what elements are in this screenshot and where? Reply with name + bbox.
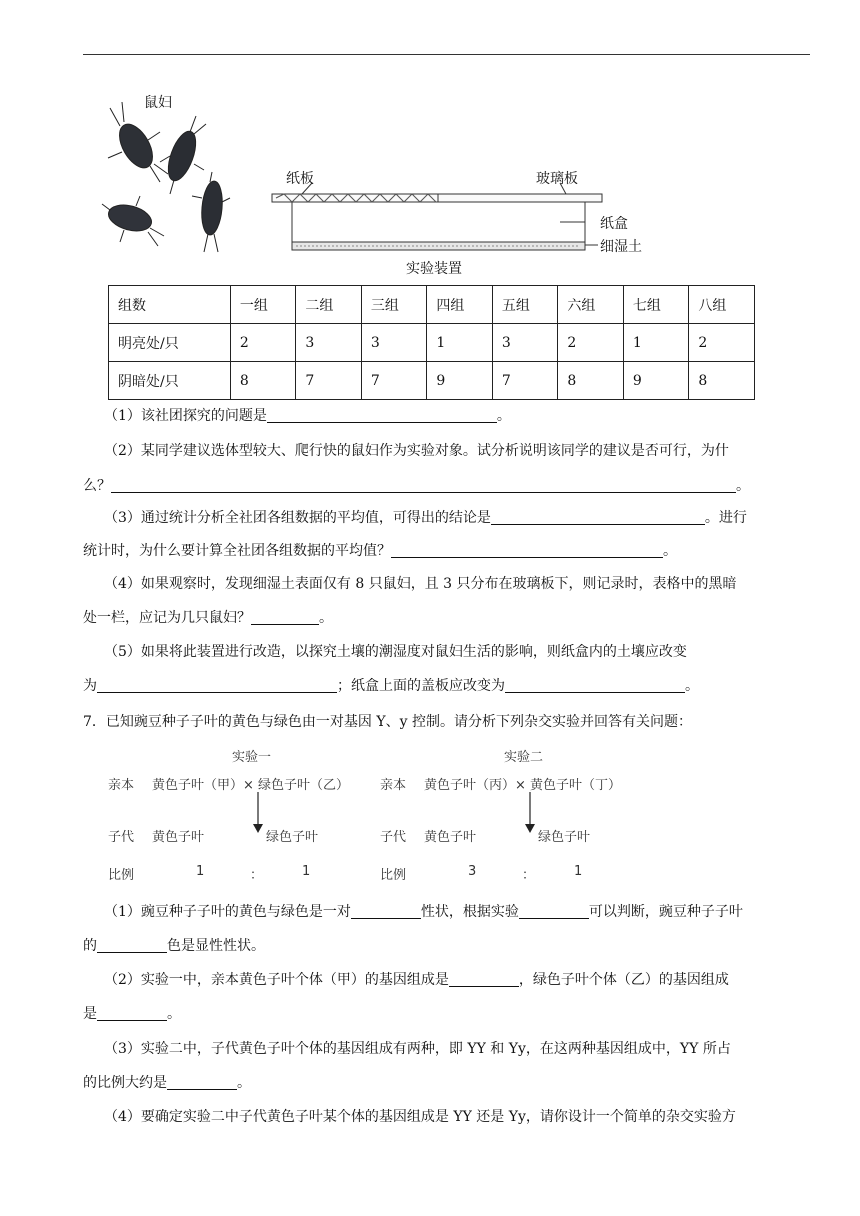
exp2-ratio-a: 3 <box>468 864 477 879</box>
exp2-ratio-b: 1 <box>574 864 583 879</box>
exp1-ratio-label: 比例 <box>108 868 135 883</box>
exp1-ratio-colon: ： <box>250 868 264 883</box>
exp2-yellow: 黄色子叶 <box>424 830 477 845</box>
table-cell: 7 <box>296 362 362 400</box>
exp1-ratio-a: 1 <box>196 864 205 879</box>
exp1-parent-label: 亲本 <box>108 778 135 793</box>
answer-blank[interactable] <box>267 408 497 423</box>
q6-part1: （1）该社团探究的问题是 。 <box>104 408 511 424</box>
table-cell: 3 <box>361 324 427 362</box>
exp1-title: 实验一 <box>232 750 272 765</box>
exp1-arrow-icon <box>252 792 264 834</box>
q7-part1-line2: 的 色是显性性状。 <box>83 938 265 954</box>
table-cell: 8 <box>558 362 624 400</box>
q7-part1-line1: （1）豌豆种子子叶的黄色与绿色是一对 性状，根据实验 可以判断，豌豆种子子叶 <box>104 904 743 920</box>
answer-blank[interactable] <box>519 904 589 919</box>
table-cell: 三组 <box>361 286 427 324</box>
table-cell: 7 <box>492 362 558 400</box>
table-row <box>109 324 755 362</box>
answer-blank[interactable] <box>111 478 736 493</box>
table-cell: 五组 <box>492 286 558 324</box>
answer-blank[interactable] <box>97 678 337 693</box>
q7-part2-line1: （2）实验一中，亲本黄色子叶个体（甲）的基因组成是 ，绿色子叶个体（乙）的基因组成 <box>104 972 729 988</box>
q6-part3-line1: （3）通过统计分析全社团各组数据的平均值，可得出的结论是 。进行 <box>104 510 747 526</box>
table-cell: 六组 <box>558 286 624 324</box>
q6-part3-line2: 统计时，为什么要计算全社团各组数据的平均值？ 。 <box>83 543 677 559</box>
answer-blank[interactable] <box>351 904 421 919</box>
exp1-yellow: 黄色子叶 <box>152 830 205 845</box>
exp2-ratio-label: 比例 <box>380 868 407 883</box>
pillbug-4 <box>192 172 230 252</box>
q6-part2-line1: （2）某同学建议选体型较大、爬行快的鼠妇作为实验对象。试分析说明该同学的建议是否可行，为什 <box>104 443 729 459</box>
cardboard-label: 纸板 <box>286 171 314 187</box>
exp2-parent-label: 亲本 <box>380 778 407 793</box>
pillbug-label: 鼠妇 <box>144 95 172 111</box>
table-header-row <box>109 286 755 324</box>
table-cell: 八组 <box>689 286 755 324</box>
table-cell: 3 <box>492 324 558 362</box>
table-cell: 8 <box>689 362 755 400</box>
exp2-arrow-icon <box>524 792 536 834</box>
table-cell: 9 <box>623 362 689 400</box>
table-cell: 2 <box>230 324 296 362</box>
answer-blank[interactable] <box>97 938 167 953</box>
pillbug-2 <box>160 116 206 194</box>
answer-blank[interactable] <box>251 610 319 625</box>
answer-blank[interactable] <box>505 678 685 693</box>
table-cell: 明亮处/只 <box>109 324 231 362</box>
table-cell: 3 <box>296 324 362 362</box>
table-cell: 一组 <box>230 286 296 324</box>
exp2-offspring-label: 子代 <box>380 830 407 845</box>
cross-experiment-figure <box>100 740 660 890</box>
q6-part4-line1: （4）如果观察时，发现细湿土表面仅有 8 只鼠妇，且 3 只分布在玻璃板下，则记录时，表格中的黑暗 <box>104 576 737 592</box>
experiment-figure <box>100 86 660 282</box>
answer-blank[interactable] <box>167 1075 237 1090</box>
exp2-title: 实验二 <box>504 750 544 765</box>
figure-caption: 实验装置 <box>406 261 462 277</box>
header-rule <box>83 54 810 55</box>
answer-blank[interactable] <box>491 510 705 525</box>
exp1-parents: 黄色子叶（甲）× 绿色子叶（乙） <box>152 778 350 793</box>
table-cell: 二组 <box>296 286 362 324</box>
box-label: 纸盒 <box>600 216 628 232</box>
q6-part4-line2: 处一栏，应记为几只鼠妇？ 。 <box>83 610 333 626</box>
table-cell: 2 <box>558 324 624 362</box>
answer-blank[interactable] <box>391 543 663 558</box>
exp2-parents: 黄色子叶（丙）× 黄色子叶（丁） <box>424 778 622 793</box>
table-row <box>109 362 755 400</box>
table-cell: 七组 <box>623 286 689 324</box>
pillbug-count-table <box>108 285 755 400</box>
q6-part5-line2: 为 ；纸盒上面的盖板应改变为 。 <box>83 678 699 694</box>
soil-label: 细湿土 <box>600 239 642 255</box>
answer-blank[interactable] <box>449 972 519 987</box>
q7-part3-line1: （3）实验二中，子代黄色子叶个体的基因组成有两种，即 YY 和 Yy，在这两种基因组成中，YY 所占 <box>104 1041 731 1057</box>
answer-blank[interactable] <box>97 1006 167 1021</box>
apparatus <box>272 183 602 250</box>
table-cell: 9 <box>427 362 493 400</box>
table-cell: 四组 <box>427 286 493 324</box>
exp2-green: 绿色子叶 <box>538 830 591 845</box>
q7-stem: 7．已知豌豆种子子叶的黄色与绿色由一对基因 Y、y 控制。请分析下列杂交实验并回答有关问题： <box>83 714 692 730</box>
q7-part3-line2: 的比例大约是 。 <box>83 1075 251 1091</box>
q6-part5-line1: （5）如果将此装置进行改造，以探究土壤的潮湿度对鼠妇生活的影响，则纸盒内的土壤应改变 <box>104 644 687 660</box>
exp1-ratio-b: 1 <box>302 864 311 879</box>
q7-part2-line2: 是 。 <box>83 1006 181 1022</box>
table-cell: 7 <box>361 362 427 400</box>
table-cell: 1 <box>427 324 493 362</box>
q6-part2-line2: 么？ 。 <box>83 478 750 494</box>
exp2-ratio-colon: ： <box>522 868 536 883</box>
exp1-green: 绿色子叶 <box>266 830 319 845</box>
table-cell: 2 <box>689 324 755 362</box>
table-cell: 1 <box>623 324 689 362</box>
table-cell: 组数 <box>109 286 231 324</box>
pillbug-3 <box>102 196 164 246</box>
q7-part4-line1: （4）要确定实验二中子代黄色子叶某个体的基因组成是 YY 还是 Yy，请你设计一个简单的杂交实验方 <box>104 1109 736 1125</box>
pillbug-1 <box>108 102 168 182</box>
table-cell: 8 <box>230 362 296 400</box>
exp1-offspring-label: 子代 <box>108 830 135 845</box>
glass-plate-label: 玻璃板 <box>536 171 578 187</box>
table-cell: 阴暗处/只 <box>109 362 231 400</box>
